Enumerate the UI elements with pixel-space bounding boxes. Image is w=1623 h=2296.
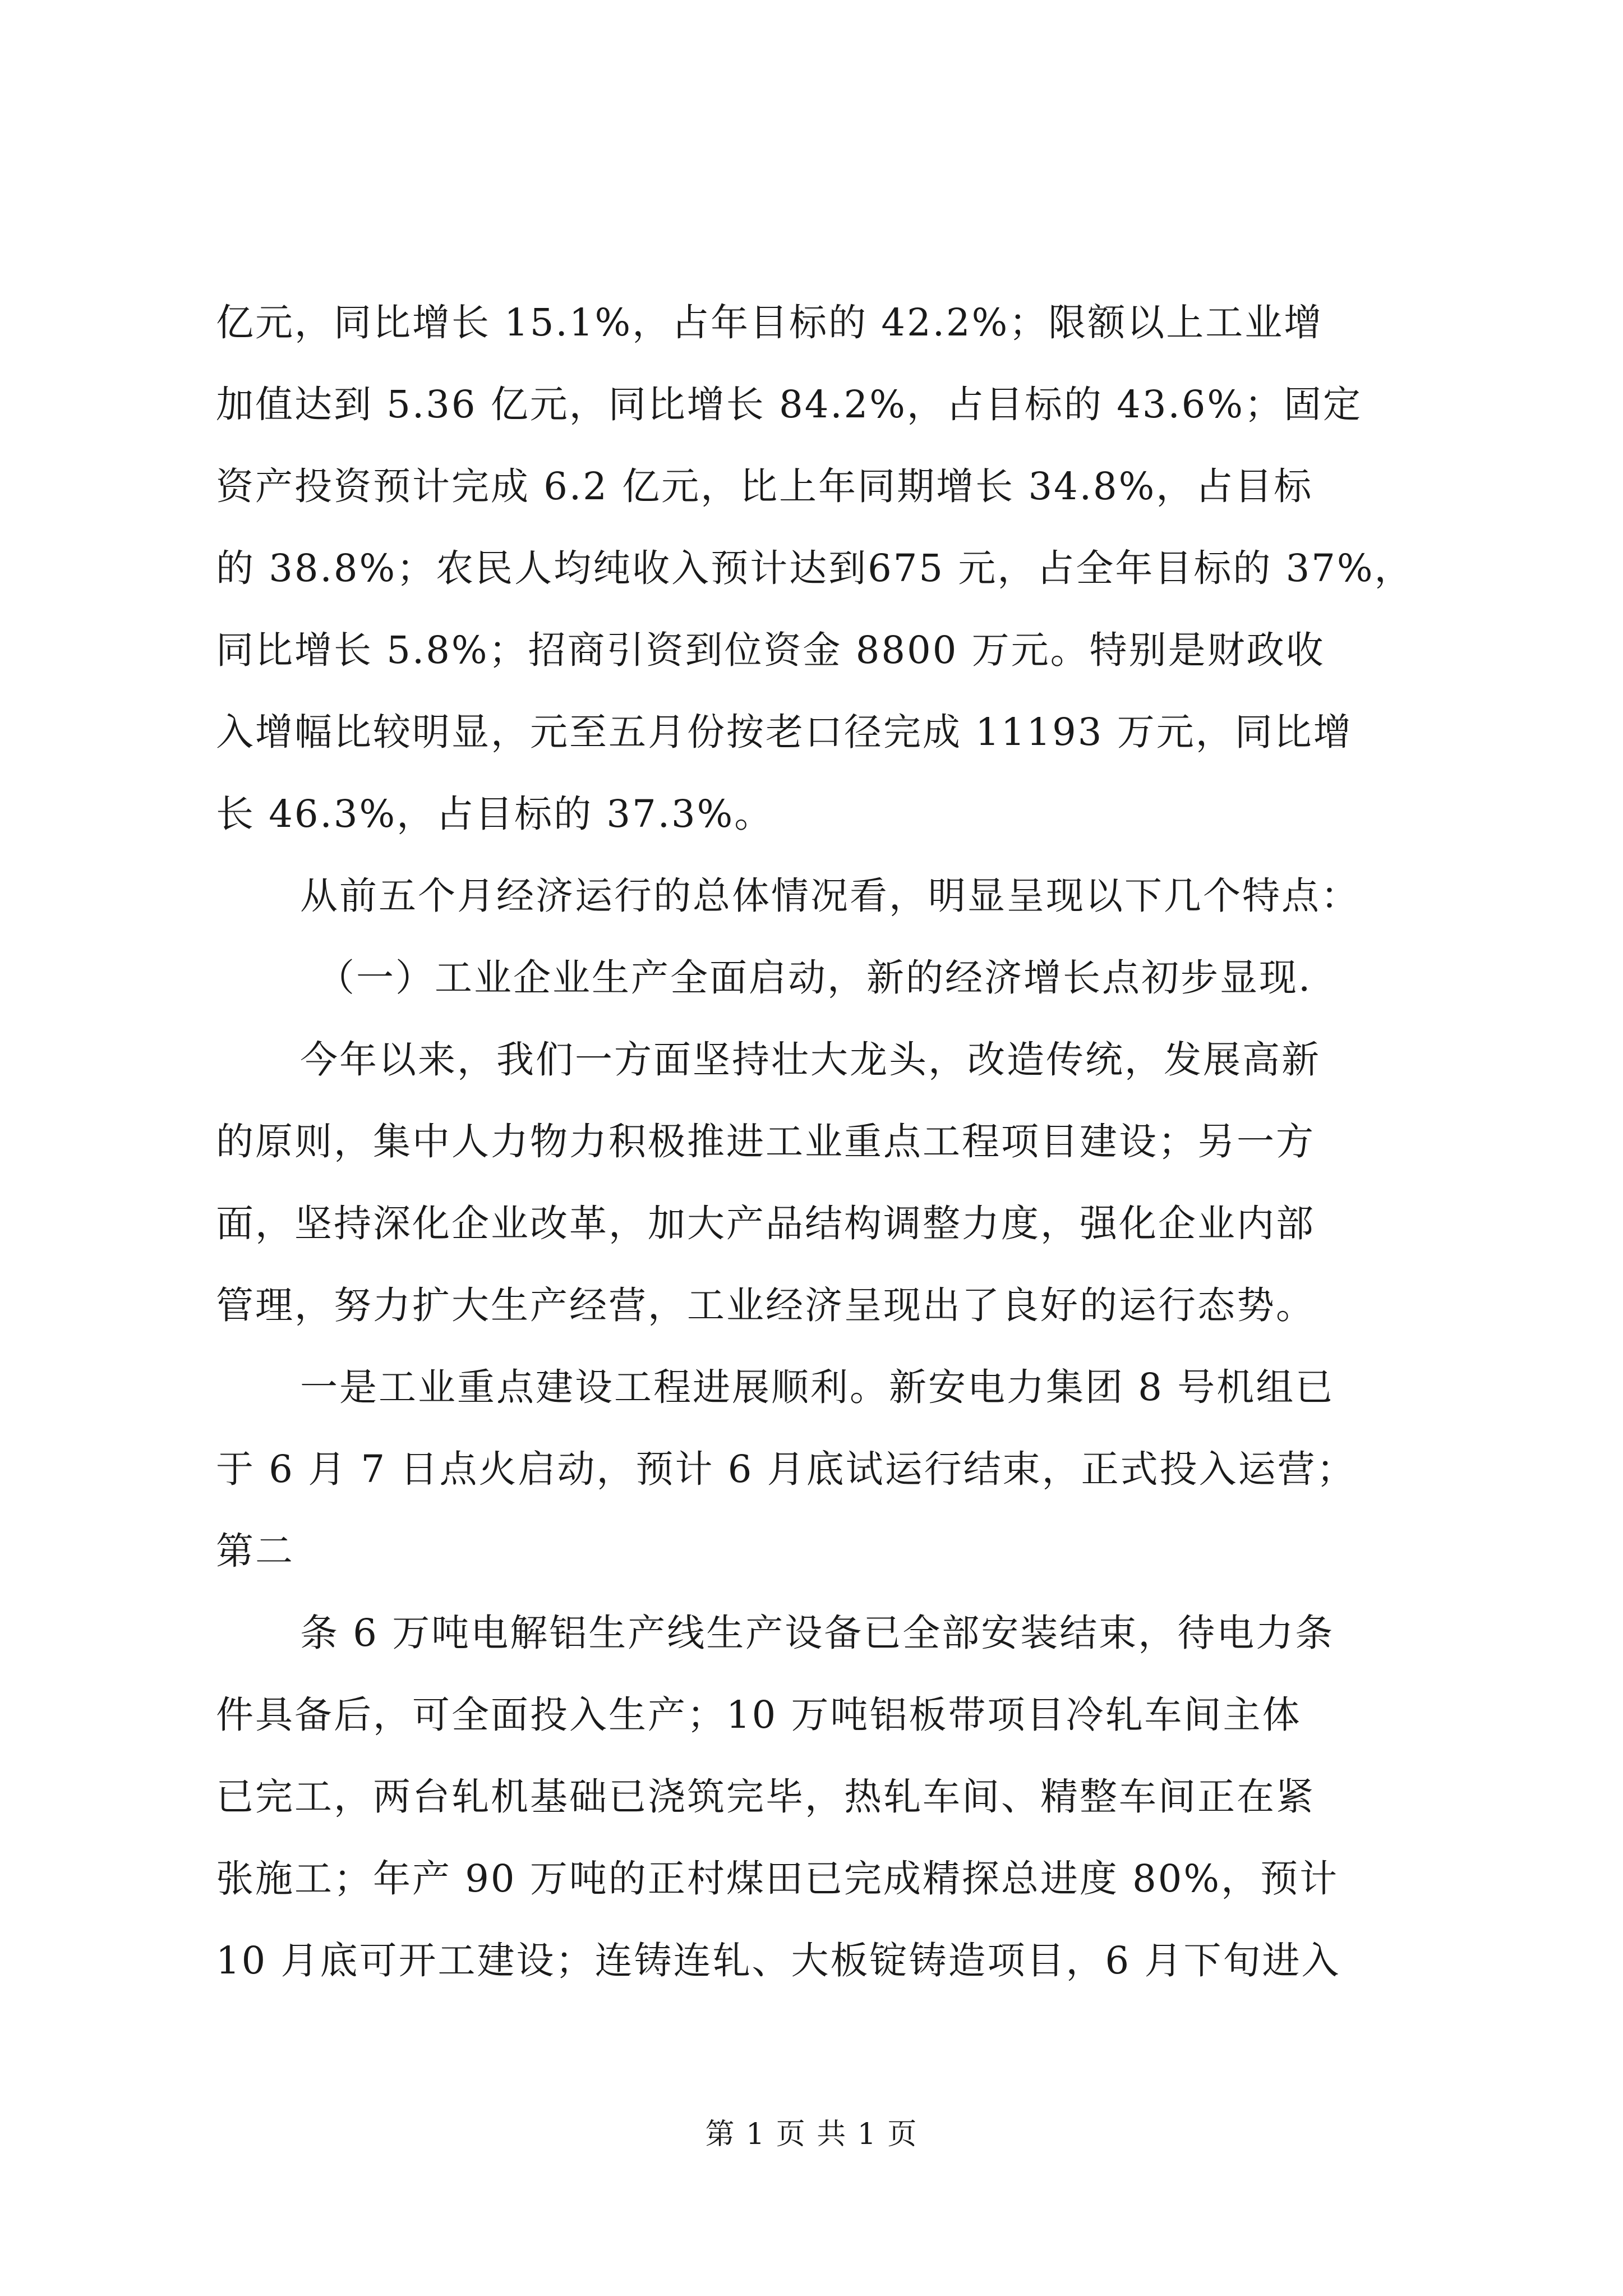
- text-line: 入增幅比较明显，元至五月份按老口径完成 11193 万元，同比增: [216, 710, 1353, 754]
- body-text: [216, 303, 1467, 2023]
- text-line: 加值达到 5.36 亿元，同比增长 84.2%，占目标的 43.6%；固定: [216, 383, 1363, 426]
- paragraph-start-line: 条 6 万吨电解铝生产线生产设备已全部安装结束，待电力条: [300, 1611, 1335, 1655]
- text-line: 张施工；年产 90 万吨的正村煤田已完成精探总进度 80%，预计: [216, 1857, 1339, 1901]
- text-line: 管理，努力扩大生产经营，工业经济呈现出了良好的运行态势。: [216, 1283, 1315, 1327]
- page-number-footer: 第 1 页 共 1 页: [705, 2118, 918, 2151]
- text-line: 面，坚持深化企业改革，加大产品结构调整力度，强化企业内部: [216, 1202, 1315, 1245]
- text-line: 第二: [216, 1529, 294, 1573]
- text-line: 资产投资预计完成 6.2 亿元，比上年同期增长 34.8%，占目标: [216, 464, 1313, 508]
- text-line: 已完工，两台轧机基础已浇筑完毕，热轧车间、精整车间正在紧: [216, 1775, 1315, 1819]
- section-heading: （一）工业企业生产全面启动，新的经济增长点初步显现.: [317, 956, 1312, 1000]
- paragraph-start-line: 一是工业重点建设工程进展顺利。新安电力集团 8 号机组已: [300, 1365, 1335, 1409]
- text-line: 的原则，集中人力物力积极推进工业重点工程项目建设；另一方: [216, 1120, 1315, 1163]
- paragraph-start-line: 今年以来，我们一方面坚持壮大龙头，改造传统，发展高新: [300, 1038, 1321, 1082]
- text-line: 于 6 月 7 日点火启动，预计 6 月底试运行结束，正式投入运营；: [216, 1447, 1356, 1491]
- text-line: 件具备后，可全面投入生产；10 万吨铝板带项目冷轧车间主体: [216, 1693, 1302, 1737]
- text-line: 长 46.3%，占目标的 37.3%。: [216, 792, 774, 836]
- text-line: 的 38.8%；农民人均纯收入预计达到675 元，占全年目标的 37%，: [216, 546, 1414, 590]
- text-line: 10 月底可开工建设；连铸连轧、大板锭铸造项目，6 月下旬进入: [216, 1939, 1341, 1982]
- paragraph-start-line: 从前五个月经济运行的总体情况看，明显呈现以下几个特点：: [300, 874, 1360, 918]
- text-line: 亿元，同比增长 15.1%，占年目标的 42.2%；限额以上工业增: [216, 301, 1324, 344]
- text-line: 同比增长 5.8%；招商引资到位资金 8800 万元。特别是财政收: [216, 628, 1325, 672]
